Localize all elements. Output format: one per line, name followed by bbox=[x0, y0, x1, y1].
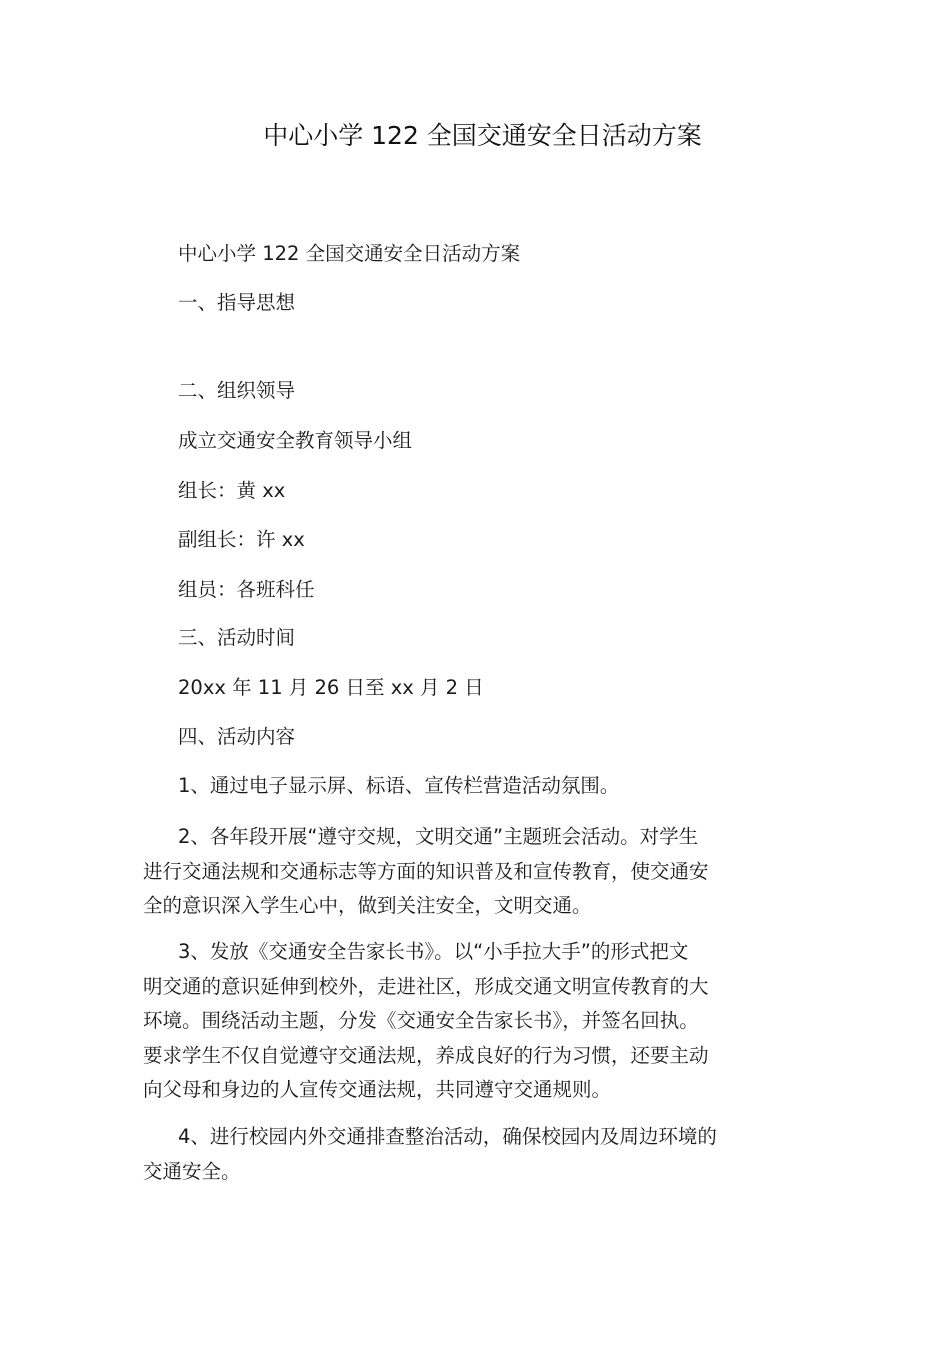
list-item-3-paragraph bbox=[143, 935, 758, 1108]
document-title: 中心小学 122 全国交通安全日活动方案 bbox=[263, 121, 702, 150]
section-heading-activity-content: 四、活动内容 bbox=[178, 725, 296, 748]
subtitle-line: 中心小学 122 全国交通安全日活动方案 bbox=[178, 242, 521, 265]
text-line-activity-dates: 20xx 年 11 月 26 日至 xx 月 2 日 bbox=[178, 676, 484, 699]
paragraph-line: 3、发放《交通安全告家长书》。以“小手拉大手”的形式把文 bbox=[178, 940, 689, 963]
paragraph-line: 要求学生不仅自觉遵守交通法规，养成良好的行为习惯，还要主动 bbox=[143, 1043, 709, 1067]
paragraph-line: 全的意识深入学生心中，做到关注安全，文明交通。 bbox=[143, 894, 592, 917]
section-heading-activity-time: 三、活动时间 bbox=[178, 626, 296, 649]
paragraph-line: 2、各年段开展“遵守交规，文明交通”主题班会活动。对学生 bbox=[178, 825, 699, 848]
text-line-deputy-leader: 副组长：许 xx bbox=[178, 528, 305, 551]
text-line-members: 组员：各班科任 bbox=[178, 578, 315, 601]
paragraph-line: 4、进行校园内外交通排查整治活动，确保校园内及周边环境的 bbox=[178, 1125, 717, 1148]
list-item-4-paragraph bbox=[143, 1120, 758, 1189]
text-line-group-leader: 组长：黄 xx bbox=[178, 479, 286, 502]
paragraph-line: 环境。围绕活动主题，分发《交通安全告家长书》，并签名回执。 bbox=[143, 1009, 699, 1032]
paragraph-line: 进行交通法规和交通标志等方面的知识普及和宣传教育，使交通安 bbox=[143, 859, 709, 883]
paragraph-line: 向父母和身边的人宣传交通法规，共同遵守交通规则。 bbox=[143, 1078, 612, 1101]
paragraph-line: 明交通的意识延伸到校外，走进社区，形成交通文明宣传教育的大 bbox=[143, 974, 709, 998]
section-heading-organization: 二、组织领导 bbox=[178, 379, 296, 402]
section-heading-guiding-ideology: 一、指导思想 bbox=[178, 291, 296, 314]
list-item-2-paragraph bbox=[143, 820, 758, 924]
list-item-1: 1、通过电子显示屏、标语、宣传栏营造活动氛围。 bbox=[178, 774, 620, 797]
paragraph-line: 交通安全。 bbox=[143, 1159, 241, 1183]
text-line-leadership-group: 成立交通安全教育领导小组 bbox=[178, 429, 413, 452]
